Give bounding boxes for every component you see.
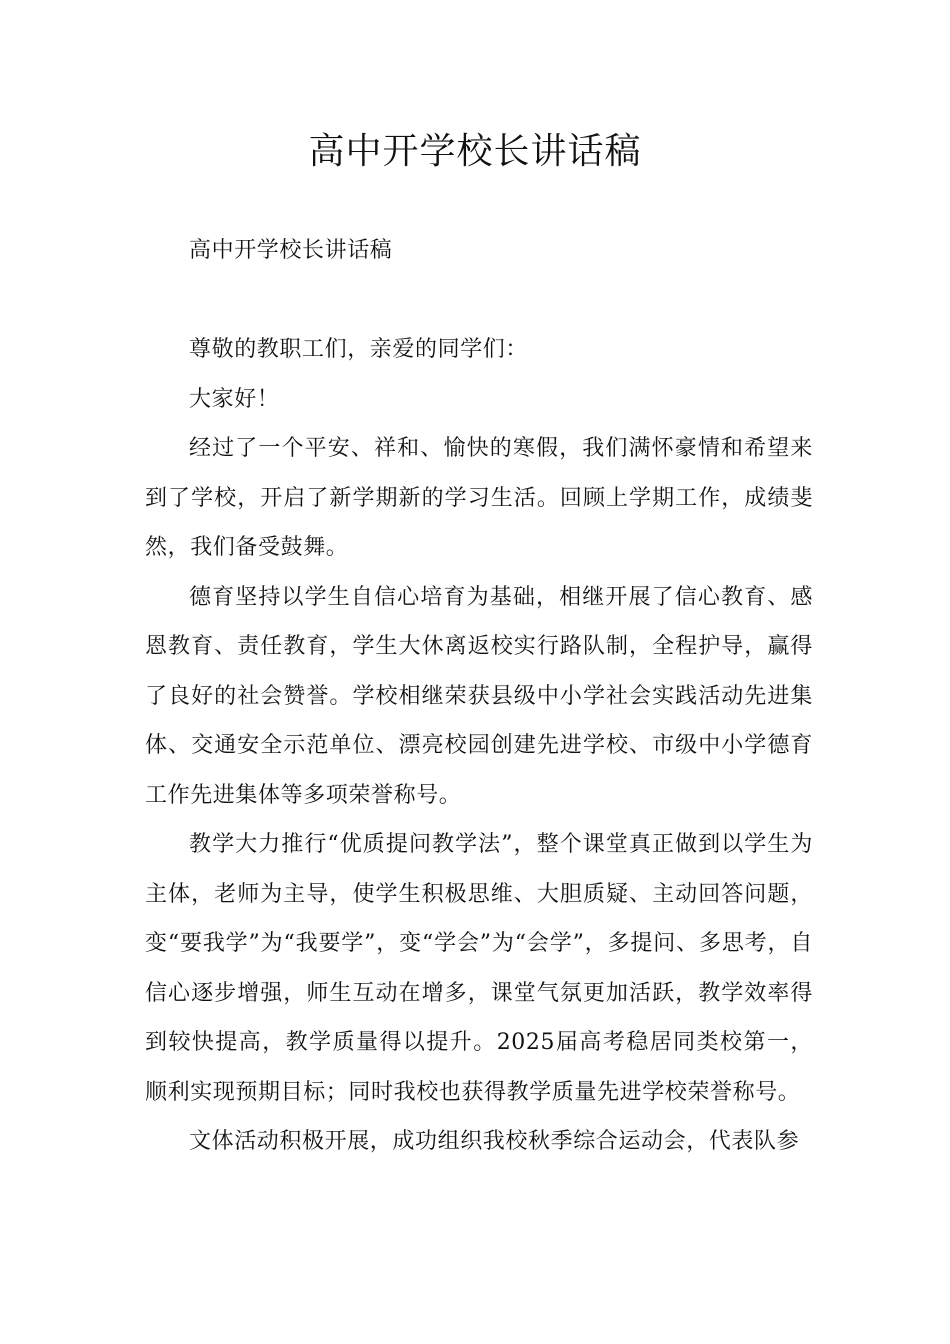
document-body [145,325,813,1167]
document-title: 高中开学校长讲话稿 [308,131,642,172]
body-paragraph: 教学大力推行“优质提问教学法”，整个课堂真正做到以学生为主体，老师为主导，使学生积极思维、大胆质疑、主动回答问题，变“要我学”为“我要学”，变“学会”为“会学”，多提问、多思考，自信心逐步增强，师生互动在增多，课堂气氛更加活跃，教学效率得到较快提高，教学质量得以提升。2025届高考稳居同类校第一，顺利实现预期目标；同时我校也获得教学质量先进学校荣誉称号。 [145,832,813,1105]
body-paragraph: 文体活动积极开展，成功组织我校秋季综合运动会，代表队参 [189,1129,800,1154]
greeting-paragraph: 大家好！ [189,386,280,412]
salutation-paragraph: 尊敬的教职工们，亲爱的同学们： [189,337,529,362]
document-subtitle: 高中开学校长讲话稿 [189,238,393,263]
body-paragraph: 德育坚持以学生自信心培育为基础，相继开展了信心教育、感恩教育、责任教育，学生大休离返校实行路队制，全程护导，赢得了良好的社会赞誉。学校相继荣获县级中小学社会实践活动先进集体、交通安全示范单位、漂亮校园创建先进学校、市级中小学德育工作先进集体等多项荣誉称号。 [145,584,813,808]
body-paragraph: 经过了一个平安、祥和、愉快的寒假，我们满怀豪情和希望来到了学校，开启了新学期新的学习生活。回顾上学期工作，成绩斐然，我们备受鼓舞。 [145,436,813,560]
